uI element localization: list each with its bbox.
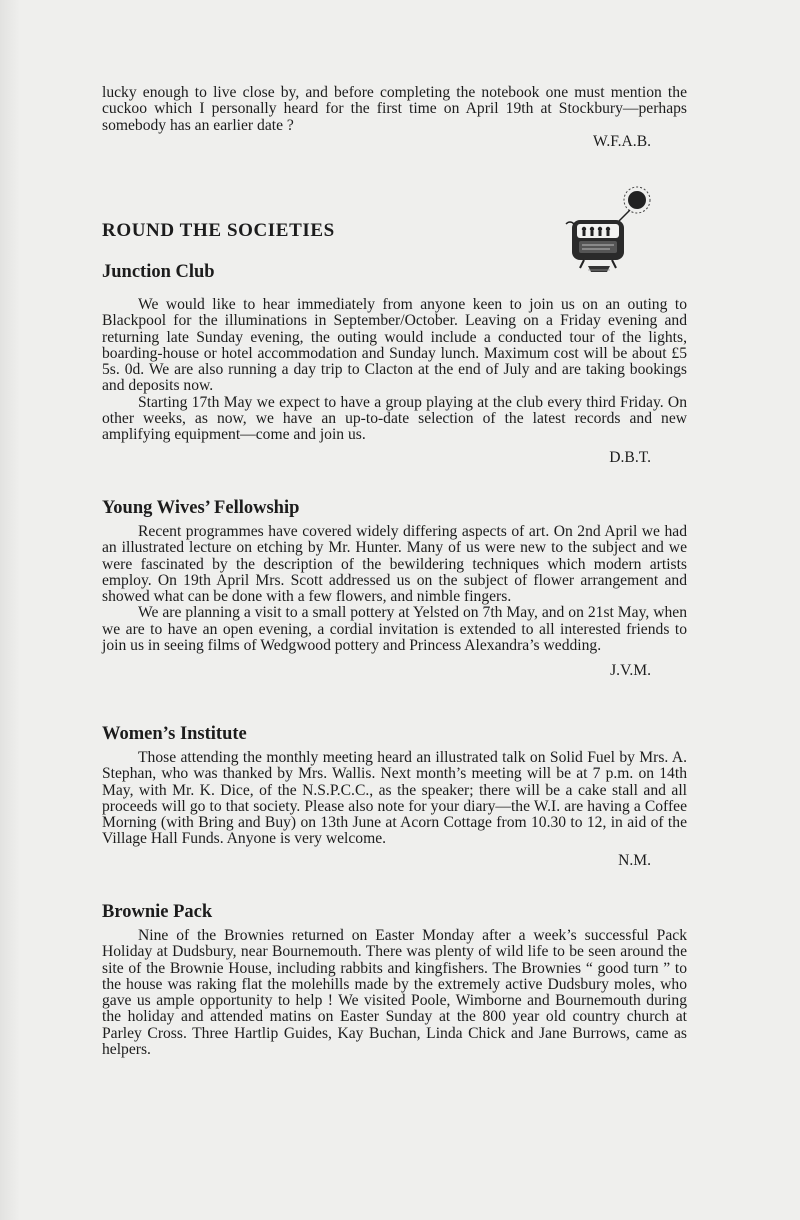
page-edge-shadow [0,0,20,1220]
section-title: ROUND THE SOCIETIES [102,220,335,241]
section-womens-institute [102,723,687,869]
section-young-wives-fellowship [102,497,687,680]
section-paragraph: We would like to hear immediately from anyone keen to join us on an outing to Blackpool for the illuminations in September/October. Leaving on a Friday evening and returning late Sunday evening, the outing would include a conducted tour of the lights, boarding-house or hotel accommodation and Sunday lunch. Maximum cost will be about £5 5s. 0d. We are also running a day trip to Clacton at the end of July and are taking bookings and deposits now. [102,296,687,395]
section-paragraph: Nine of the Brownies returned on Easter Monday after a week’s successful Pack Holiday at Dudsbury, near Bournemouth. There was plenty of wild life to be seen around the site of the Brownie House, including rabbits and kingfishers. The Brownies “ good turn ” to the house was raking flat the molehills made by the extremely active Dudsbury moles, who gave us ample opportunity to help ! We visited Poole, Wimborne and Bournemouth during the holiday and attended matins on Easter Sunday at the 800 year old country church at Parley Cross. Three Hartlip Guides, Kay Buchan, Linda Chick and Jane Burrows, came as helpers. [102,927,687,1059]
section-initials: J.V.M. [610,662,651,680]
section-heading: Young Wives’ Fellowship [102,498,300,518]
section-paragraph: Recent programmes have covered widely differing aspects of art. On 2nd April we had an illustrated lecture on etching by Mr. Hunter. Many of us were new to the subject and we were fascinated by the description of the bewildering techniques which modern artists employ. On 19th April Mrs. Scott addressed us on the subject of flower arrangement and showed what can be done with a few flowers, and nimble fingers. [102,523,687,606]
section-heading: Brownie Pack [102,902,213,922]
intro-paragraph: lucky enough to live close by, and before completing the notebook one must mention the cuckoo which I personally heard for the first time on April 19th at Stockbury—perhaps somebody has an earlier date ? [102,84,687,134]
section-junction-club [102,261,687,466]
section-initials: N.M. [618,851,651,869]
section-heading: Junction Club [102,262,215,282]
section-heading: Women’s Institute [102,724,247,744]
section-paragraph: We are planning a visit to a small pottery at Yelsted on 7th May, and on 21st May, when we are to have an open evening, a cordial invitation is extended to all interested friends to join us in seeing films of Wedgwood pottery and Princess Alexandra’s wedding. [102,604,687,655]
intro-block [102,85,687,150]
section-initials: D.B.T. [609,448,651,466]
section-paragraph: Starting 17th May we expect to have a group playing at the club every third Friday. On other weeks, as now, we have an up-to-date selection of the latest records and new amplifying equipment—come and join us. [102,393,687,444]
section-brownie-pack [102,901,687,1058]
section-paragraph: Those attending the monthly meeting heard an illustrated talk on Solid Fuel by Mrs. A. Stephan, who was thanked by Mrs. Wallis. Next month’s meeting will be at 7 p.m. on 14th May, with Mr. K. Dice, of the N.S.P.C.C., as the speaker; there will be a cake stall and all proceeds will go to that society. Please also note for your diary—the W.I. are having a Coffee Morning (with Bring and Buy) on 13th June at Acorn Cottage from 10.30 to 12, in aid of the Village Hall Funds. Anyone is very welcome. [102,749,687,848]
intro-initials: W.F.A.B. [593,132,651,150]
